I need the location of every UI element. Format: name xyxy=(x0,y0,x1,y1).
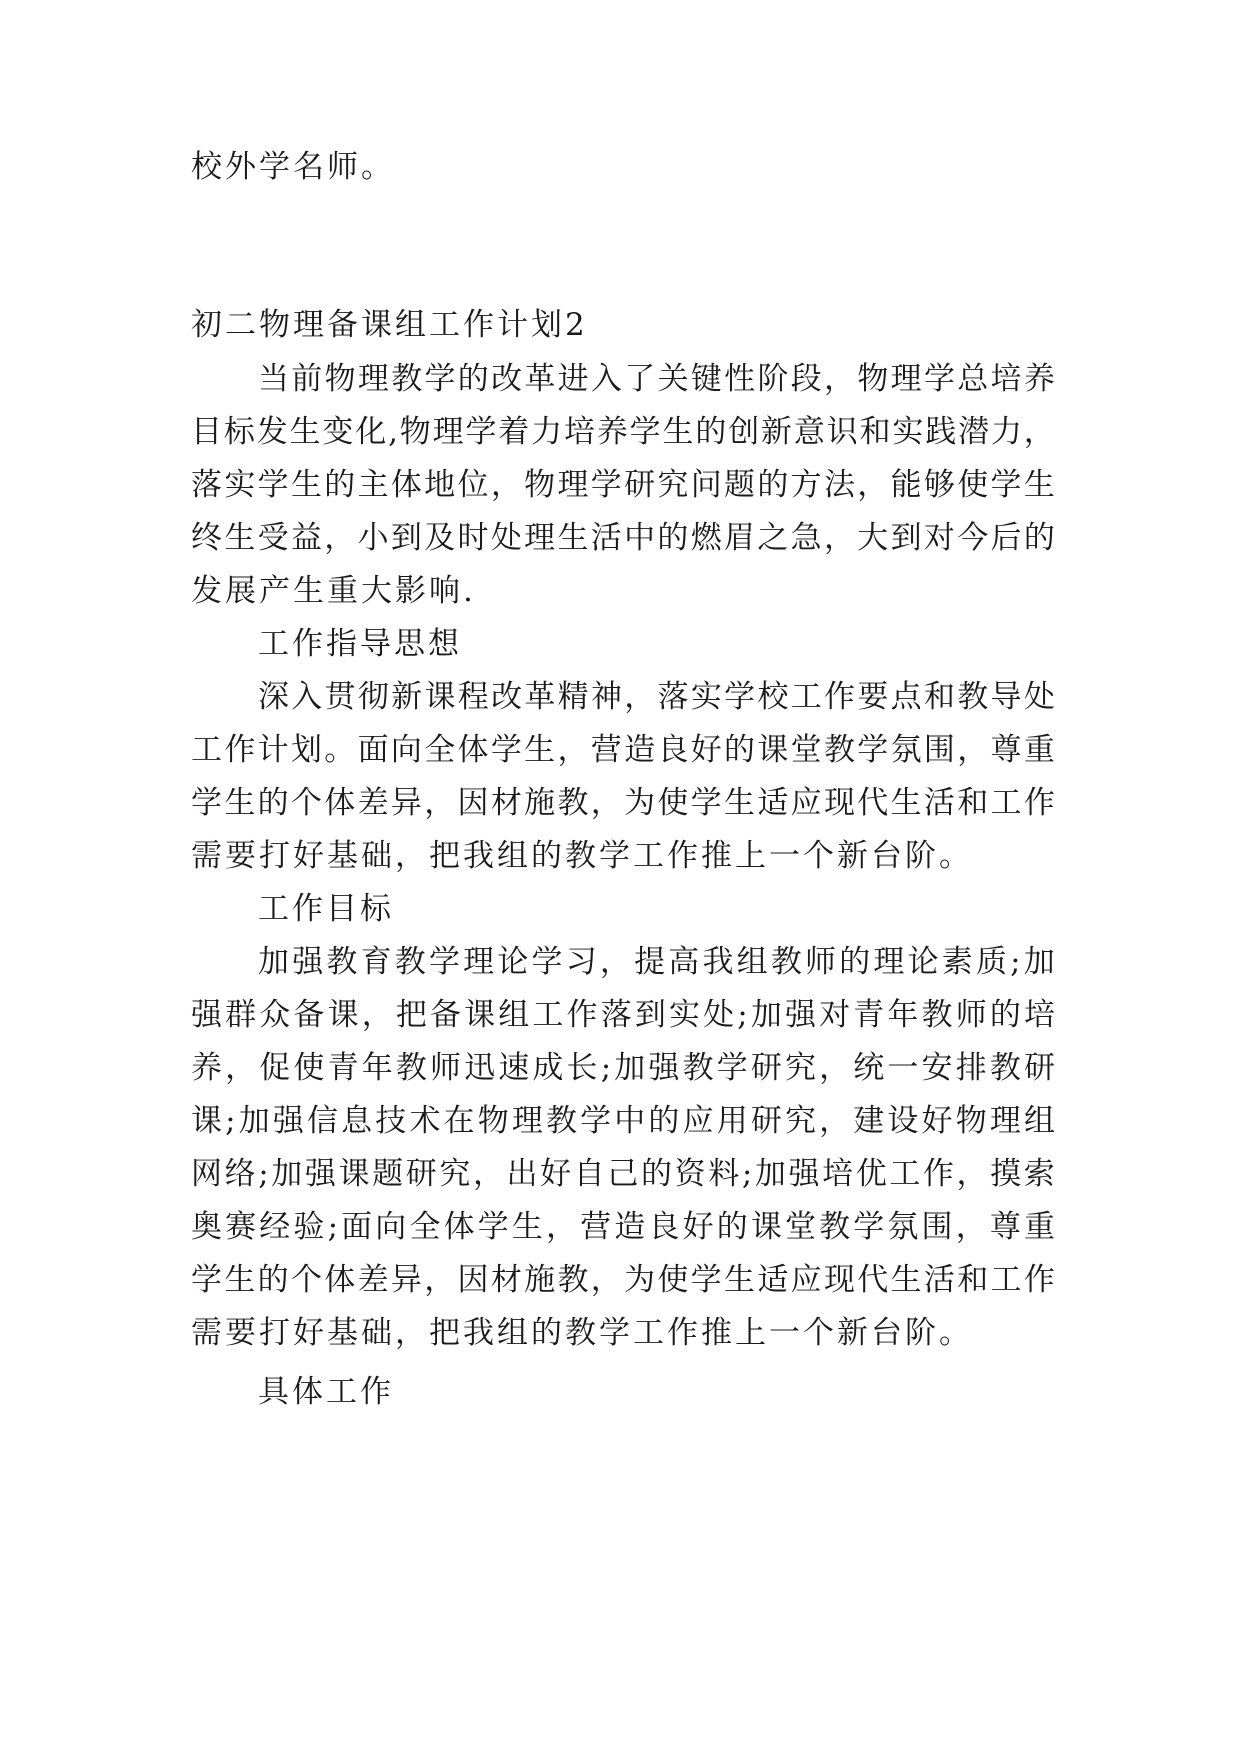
paragraph-line: 终 生 受 益 ， 小 到 及 时 处 理 生 活 中 的 燃 眉 之 急 ， 大 到 对 今 后 的 xyxy=(191,520,1055,556)
paragraph-line: 深 入 贯 彻 新 课 程 改 革 精 神 ， 落 实 学 校 工 作 要 点 和 教 导 处 xyxy=(258,679,1055,715)
paragraph-line: 学 生 的 个 体 差 异 ， 因 材 施 教 ， 为 使 学 生 适 应 现 代 生 活 和 工 作 xyxy=(191,1262,1055,1298)
subheading-work-goals: 工作目标 xyxy=(258,891,394,927)
paragraph-line: 需要打好基础，把我组的教学工作推上一个新台阶。 xyxy=(191,1315,973,1351)
text-line-1: 校外学名师。 xyxy=(191,149,395,185)
subheading-specific-work: 具体工作 xyxy=(258,1374,394,1410)
paragraph-line: 落 实 学 生 的 主 体 地 位 ， 物 理 学 研 究 问 题 的 方 法 ， 能 够 使 学 生 xyxy=(191,467,1055,503)
paragraph-line: 奥 赛 经 验 ; 面 向 全 体 学 生 ， 营 造 良 好 的 课 堂 教 学 氛 围 ， 尊 重 xyxy=(191,1209,1055,1245)
paragraph-line: 当 前 物 理 教 学 的 改 革 进 入 了 关 键 性 阶 段 ， 物 理 学 总 培 养 xyxy=(258,361,1055,397)
paragraph-line: 发展产生重大影响. xyxy=(191,573,476,609)
section-title: 初二物理备课组工作计划2 xyxy=(191,307,588,343)
paragraph-line: 需要打好基础，把我组的教学工作推上一个新台阶。 xyxy=(191,838,973,874)
paragraph-line: 工 作 计 划 。 面 向 全 体 学 生 ， 营 造 良 好 的 课 堂 教 学 氛 围 ， 尊 重 xyxy=(191,732,1055,768)
paragraph-line: 课 ; 加 强 信 息 技 术 在 物 理 教 学 中 的 应 用 研 究 ， 建 设 好 物 理 组 xyxy=(191,1103,1055,1139)
paragraph-line: 加 强 教 育 教 学 理 论 学 习 ， 提 高 我 组 教 师 的 理 论 素 质 ; 加 xyxy=(258,944,1055,980)
paragraph-line: 学 生 的 个 体 差 异 ， 因 材 施 教 ， 为 使 学 生 适 应 现 代 生 活 和 工 作 xyxy=(191,785,1055,821)
paragraph-line: 网 络 ; 加 强 课 题 研 究 ， 出 好 自 己 的 资 料 ; 加 强 培 优 工 作 ， 摸 索 xyxy=(191,1156,1055,1192)
paragraph-line: 目 标 发 生 变 化 , 物 理 学 着 力 培 养 学 生 的 创 新 意 识 和 实 践 潜 力 ， xyxy=(191,414,1055,450)
paragraph-line: 强 群 众 备 课 ， 把 备 课 组 工 作 落 到 实 处 ; 加 强 对 青 年 教 师 的 培 xyxy=(191,997,1055,1033)
paragraph-line: 养 ， 促 使 青 年 教 师 迅 速 成 长 ; 加 强 教 学 研 究 ， 统 一 安 排 教 研 xyxy=(191,1050,1055,1086)
subheading-guiding-thought: 工作指导思想 xyxy=(258,626,462,662)
